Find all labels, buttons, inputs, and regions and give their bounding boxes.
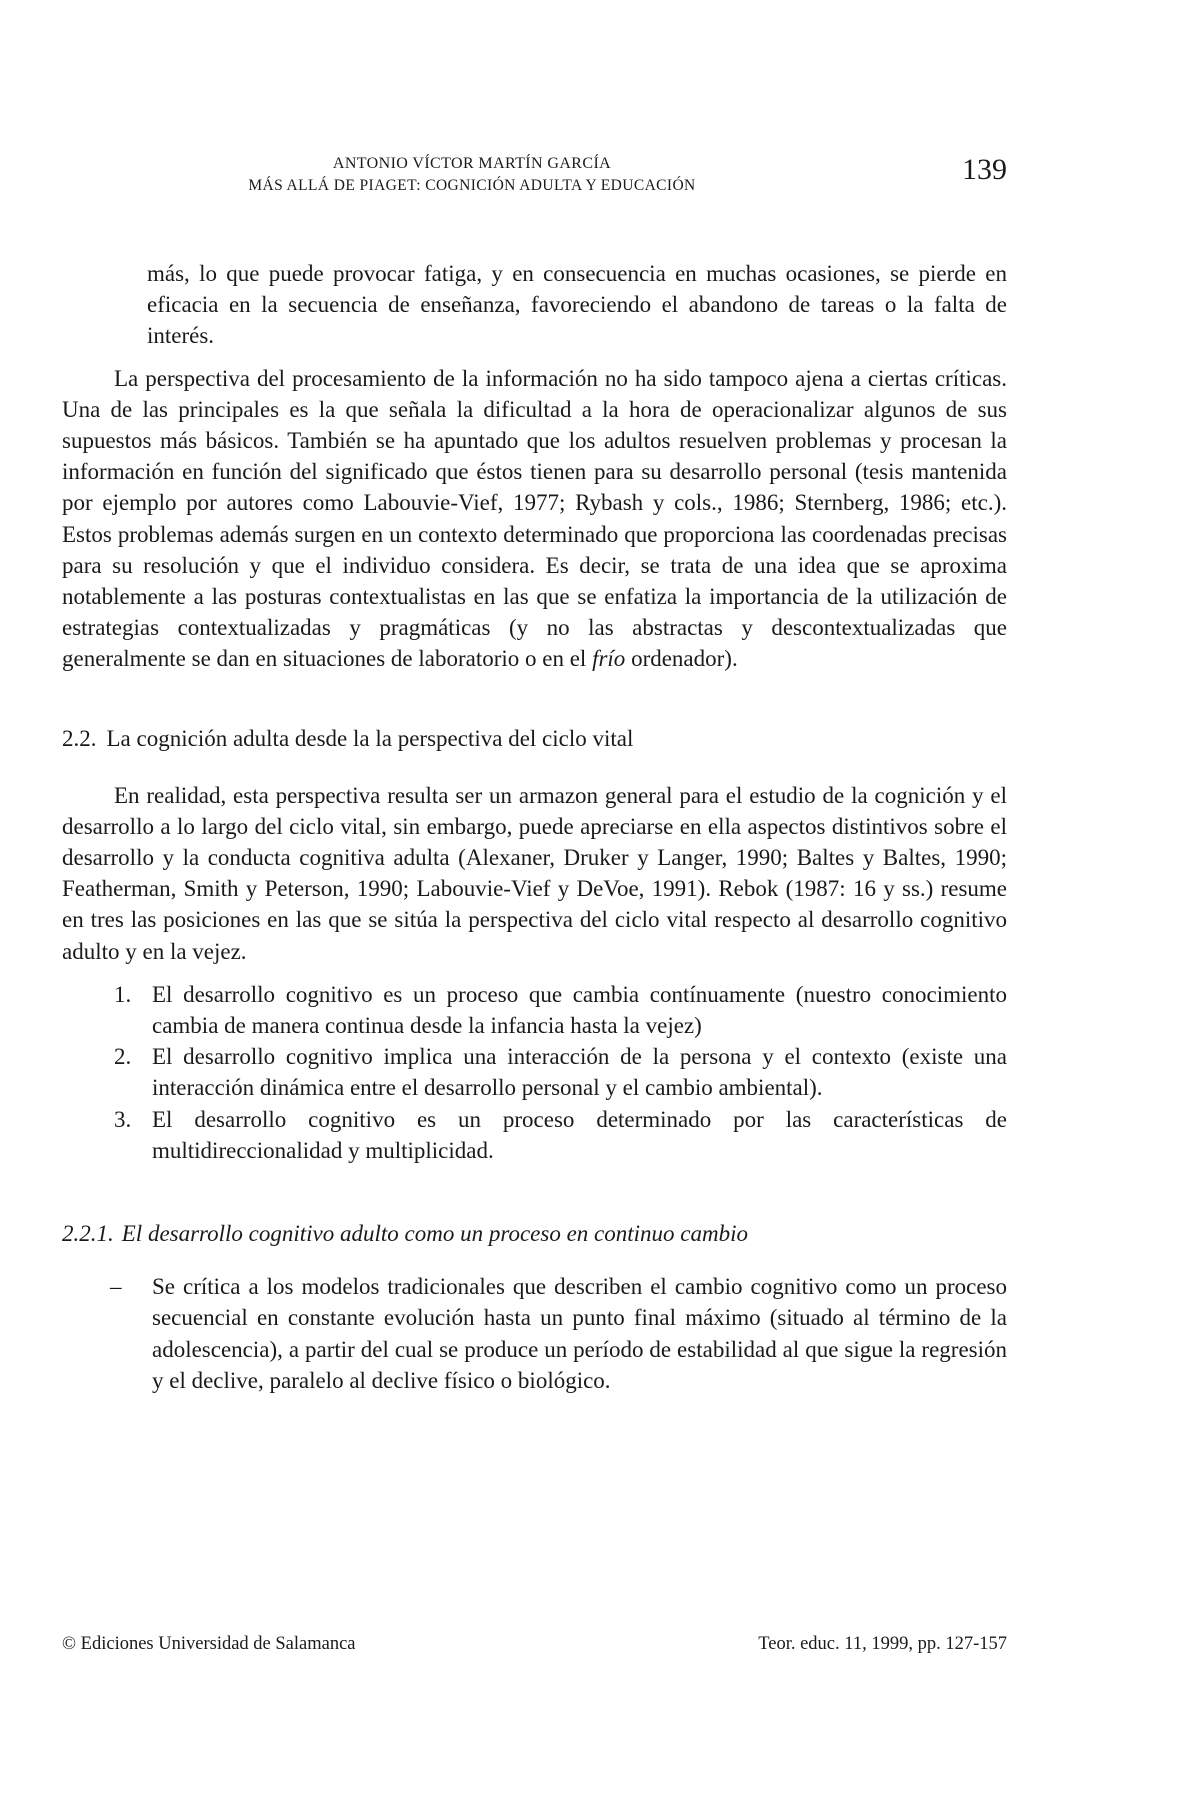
list-item-text: El desarrollo cognitivo implica una interacción de la persona y el contexto (existe una interacción dinámica entre el desarrollo personal y el cambio ambiental). xyxy=(152,1044,1007,1101)
list-marker: 1. xyxy=(114,981,132,1007)
italic-word: frío xyxy=(592,646,626,672)
subsection-title: El desarrollo cognitivo adulto como un proceso en continuo cambio xyxy=(121,1221,748,1247)
list-item xyxy=(62,1104,1007,1166)
dash-marker: – xyxy=(110,1274,122,1300)
subsection-number: 2.2.1. xyxy=(62,1221,114,1247)
paragraph-critiques-end: ordenador). xyxy=(631,646,738,672)
running-head-title: MÁS ALLÁ DE PIAGET: COGNICIÓN ADULTA Y EDUCACIÓN xyxy=(248,177,696,194)
list-marker: 3. xyxy=(114,1106,132,1132)
section-number: 2.2. xyxy=(62,725,97,751)
list-item xyxy=(62,979,1007,1041)
paragraph-continued: más, lo que puede provocar fatiga, y en consecuencia en muchas ocasiones, se pierde en eficacia en la secuencia de enseñanza, favoreciendo el abandono de tareas o la falta de interés. xyxy=(147,261,1007,349)
section-heading xyxy=(62,723,1007,754)
paragraph-critiques xyxy=(62,363,1007,675)
subsection-heading xyxy=(62,1218,1007,1249)
dash-item-text: Se crítica a los modelos tradicionales que describen el cambio cognitivo como un proceso secuencial en constante evolución hasta un punto final máximo (situado al término de la adolescencia), a partir del cual se produce un período de estabilidad al que sigue la regresión y el declive, paralelo al declive físico o biológico. xyxy=(152,1274,1007,1393)
running-head xyxy=(62,152,1007,212)
body-text xyxy=(62,258,1007,1396)
list-marker: 2. xyxy=(114,1044,132,1070)
section-title: La cognición adulta desde la la perspectiva del ciclo vital xyxy=(106,725,634,751)
document-page xyxy=(62,0,1007,1814)
list-item xyxy=(62,1041,1007,1103)
running-head-author: ANTONIO VÍCTOR MARTÍN GARCÍA xyxy=(332,155,612,172)
list-item-text: El desarrollo cognitivo es un proceso determinado por las características de multidireccionalidad y multiplicidad. xyxy=(152,1106,1007,1163)
paragraph-critiques-text: La perspectiva del procesamiento de la información no ha sido tampoco ajena a ciertas críticas. Una de las principales es la que señala la dificultad a la hora de operacionalizar algunos de sus supuestos más básicos. También se ha apuntado que los adultos resuelven problemas y procesan la información en función del significado que éstos tienen para su desarrollo personal (tesis mantenida por ejemplo por autores como Labouvie-Vief, 1977; Rybash y cols., 1986; Sternberg, 1986; etc.). Estos problemas además surgen en un contexto determinado que proporciona las coordenadas precisas para su resolución y que el individuo considera. Es decir, se trata de una idea que se aproxima notablemente a las posturas contextualistas en las que se enfatiza la importancia de la utilización de estrategias contextualizadas y pragmáticas (y no las abstractas y descontextualizadas que generalmente se dan en situaciones de laboratorio o en el xyxy=(62,365,1007,672)
footer-citation: Teor. educ. 11, 1999, pp. 127-157 xyxy=(758,1634,1007,1654)
paragraph-life-cycle: En realidad, esta perspectiva resulta ser un armazon general para el estudio de la cognición y el desarrollo a lo largo del ciclo vital, sin embargo, puede apreciarse en ella aspectos distintivos sobre el desarrollo y la conducta cognitiva adulta (Alexaner, Druker y Langer, 1990; Baltes y Baltes, 1990; Featherman, Smith y Peterson, 1990; Labouvie-Vief y DeVoe, 1991). Rebok (1987: 16 y ss.) resume en tres las posiciones en las que se sitúa la perspectiva del ciclo vital respecto al desarrollo cognitivo adulto y en la vejez. xyxy=(62,782,1007,964)
list-item-text: El desarrollo cognitivo es un proceso que cambia contínuamente (nuestro conocimiento cambia de manera continua desde la infancia hasta la vejez) xyxy=(152,981,1007,1039)
numbered-list xyxy=(62,979,1007,1166)
page-number: 139 xyxy=(962,153,1007,186)
footer-copyright: © Ediciones Universidad de Salamanca xyxy=(62,1634,356,1654)
dash-list-item xyxy=(62,1271,1007,1396)
dash-list xyxy=(62,1271,1007,1396)
